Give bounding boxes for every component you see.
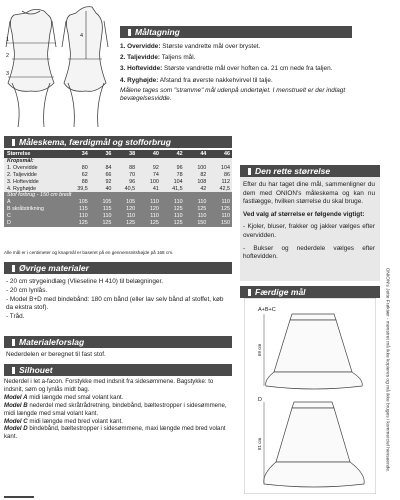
right-para: - Bukser og nederdele vælges efter hoftevidden.: [243, 244, 375, 261]
silhouette-text: [4, 378, 232, 441]
measure-section-header: [120, 26, 352, 38]
materials-section-header: [4, 262, 232, 274]
figure-label-1: 1: [6, 37, 10, 43]
silhouette-model: Model A midi længde med smal volant kant.: [4, 393, 124, 401]
figure-label-2: 2: [6, 53, 10, 59]
header-bullet-icon: [12, 367, 15, 374]
silhouette-title: Silhouet: [19, 365, 53, 375]
silhouette-section-header: [4, 364, 232, 376]
finished-section-header: [240, 286, 380, 298]
silhouette-model: Model B nederdel med skråtrådretning, bindebånd, bæltestropper i sidesømmene, midi længde med smal volant kant.: [4, 401, 227, 417]
table-row: 3. Hoftevidde 88 92 96 100 104 108 112: [4, 179, 232, 186]
right-section-header: [240, 165, 380, 177]
measure-list: [120, 41, 352, 103]
materials-item: - 20 cm strygeindlæg (Vlieseline H 410) til belægninger.: [6, 278, 164, 285]
finished-title: Færdige mål: [255, 287, 306, 297]
header-bullet-icon: [248, 168, 251, 175]
right-para: - Kjoler, bluser, frakker og jakker vælges efter overvidden.: [243, 223, 375, 239]
right-text: [243, 181, 375, 262]
header-bullet-icon: [12, 339, 15, 346]
header-bullet-icon: [128, 29, 131, 36]
materials-item: - Tråd.: [6, 313, 25, 321]
measure-item: 2. Taljevidde: Taljens mål.: [120, 54, 196, 62]
silhouette-model: Model C midi længde med bred volant kant.: [4, 417, 123, 425]
front-torso-illustration: [6, 9, 56, 127]
footer-mark: [4, 496, 34, 498]
table-footnote: Alle mål er i centimeter og knapmål er baseret på en gennemsnitshøjde på 168 cm.: [4, 250, 174, 255]
skirt-length-bottom: 81 cm: [257, 437, 262, 450]
table-title: Måleskema, færdigmål og stofforbrug: [19, 137, 171, 147]
table-row: 4. Ryghøjde 39,5 40 40,5 41 41,5 42 42,5: [4, 186, 232, 193]
table-row: 1. Overvidde 80 84 88 92 96 100 104: [4, 165, 232, 172]
size-table: [4, 150, 232, 227]
measure-item: 1. Overvidde: Største vandrette mål over brystet.: [120, 43, 261, 50]
measure-item: 3. Hoftevidde: Største vandrette mål over hoften ca. 21 cm nede fra taljen.: [120, 65, 333, 73]
skirt-length-top: 69 cm: [257, 343, 262, 356]
table-header-row: Størrelse 34 36 38 40 42 44 46: [4, 150, 232, 158]
body-measurement-figure: [4, 3, 114, 131]
header-bullet-icon: [12, 265, 15, 272]
materials-item: - Model B+D med bindebånd: 180 cm bånd (eller lav selv bånd af stoffet, køb da ekstra stof).: [6, 295, 224, 312]
silhouette-intro: Nederdel i let a-facon. Forstykke med indsnit fra sidesømmene. Bagstykke: to indsnit, søm og lynlås midt bag.: [4, 378, 214, 393]
table-section-header: [4, 136, 232, 148]
measure-note: Målene tages som "stramme" mål udenpå undertøjet. I menstruelt er der indlagt bevægelsesvidde.: [120, 86, 346, 102]
skirt-label-top: A+B+C: [258, 307, 276, 313]
right-title: Den rette størrelse: [255, 166, 331, 176]
measure-title: Måltagning: [135, 27, 180, 37]
skirt-label-bottom: D: [258, 397, 262, 403]
materials-title: Øvrige materialer: [19, 263, 89, 273]
header-bullet-icon: [12, 139, 15, 146]
header-bullet-icon: [248, 289, 251, 296]
back-torso-illustration: [62, 7, 108, 127]
suggestion-text: Nederdelen er beregnet til fast stof.: [6, 351, 106, 358]
table-stof-row: A 105 105 105 110 110 110 110: [4, 199, 232, 206]
table-stof-header-row: Stof forbrug - 150 cm bredt: [4, 192, 232, 199]
table-subheader-row: Kropsmål:: [4, 158, 232, 165]
silhouette-model: Model D bindebånd, bæltestropper i sidesømmene, maxi længde med bred volant kant.: [4, 425, 226, 441]
figure-label-4: 4: [80, 33, 84, 39]
copyright-side-text: ONION's Jette Frøkiær - mønstret må ikke kopieres og må ikke bruges i kommerciel henseende.: [384, 267, 390, 473]
materials-list: [6, 278, 228, 322]
table-stof-row: C 110 110 110 110 110 110 110: [4, 213, 232, 220]
table-row: 2. Taljevidde 62 66 70 74 78 82 86: [4, 172, 232, 179]
table-stof-row: B skråtstrikning 115 115 120 120 125 125 125: [4, 206, 232, 213]
figure-label-3: 3: [6, 71, 10, 77]
table-stof-row: D 125 125 125 125 125 150 150: [4, 220, 232, 227]
suggestion-title: Materialeforslag: [19, 337, 85, 347]
right-para-bold: Ved valg af størrelse er følgende vigtigt:: [243, 210, 365, 218]
suggestion-section-header: [4, 336, 232, 348]
skirt-diagrams: [244, 298, 376, 494]
measure-item: 4. Ryghøjde: Afstand fra øverste nakkehvirvel til talje.: [120, 76, 273, 84]
right-para: Efter du har taget dine mål, sammenligner du dem med ONION's måleskema og kan nu fastlægge, hvilken størrelse du skal bruge.: [243, 181, 375, 206]
materials-item: - 20 cm lynlås.: [6, 286, 48, 294]
